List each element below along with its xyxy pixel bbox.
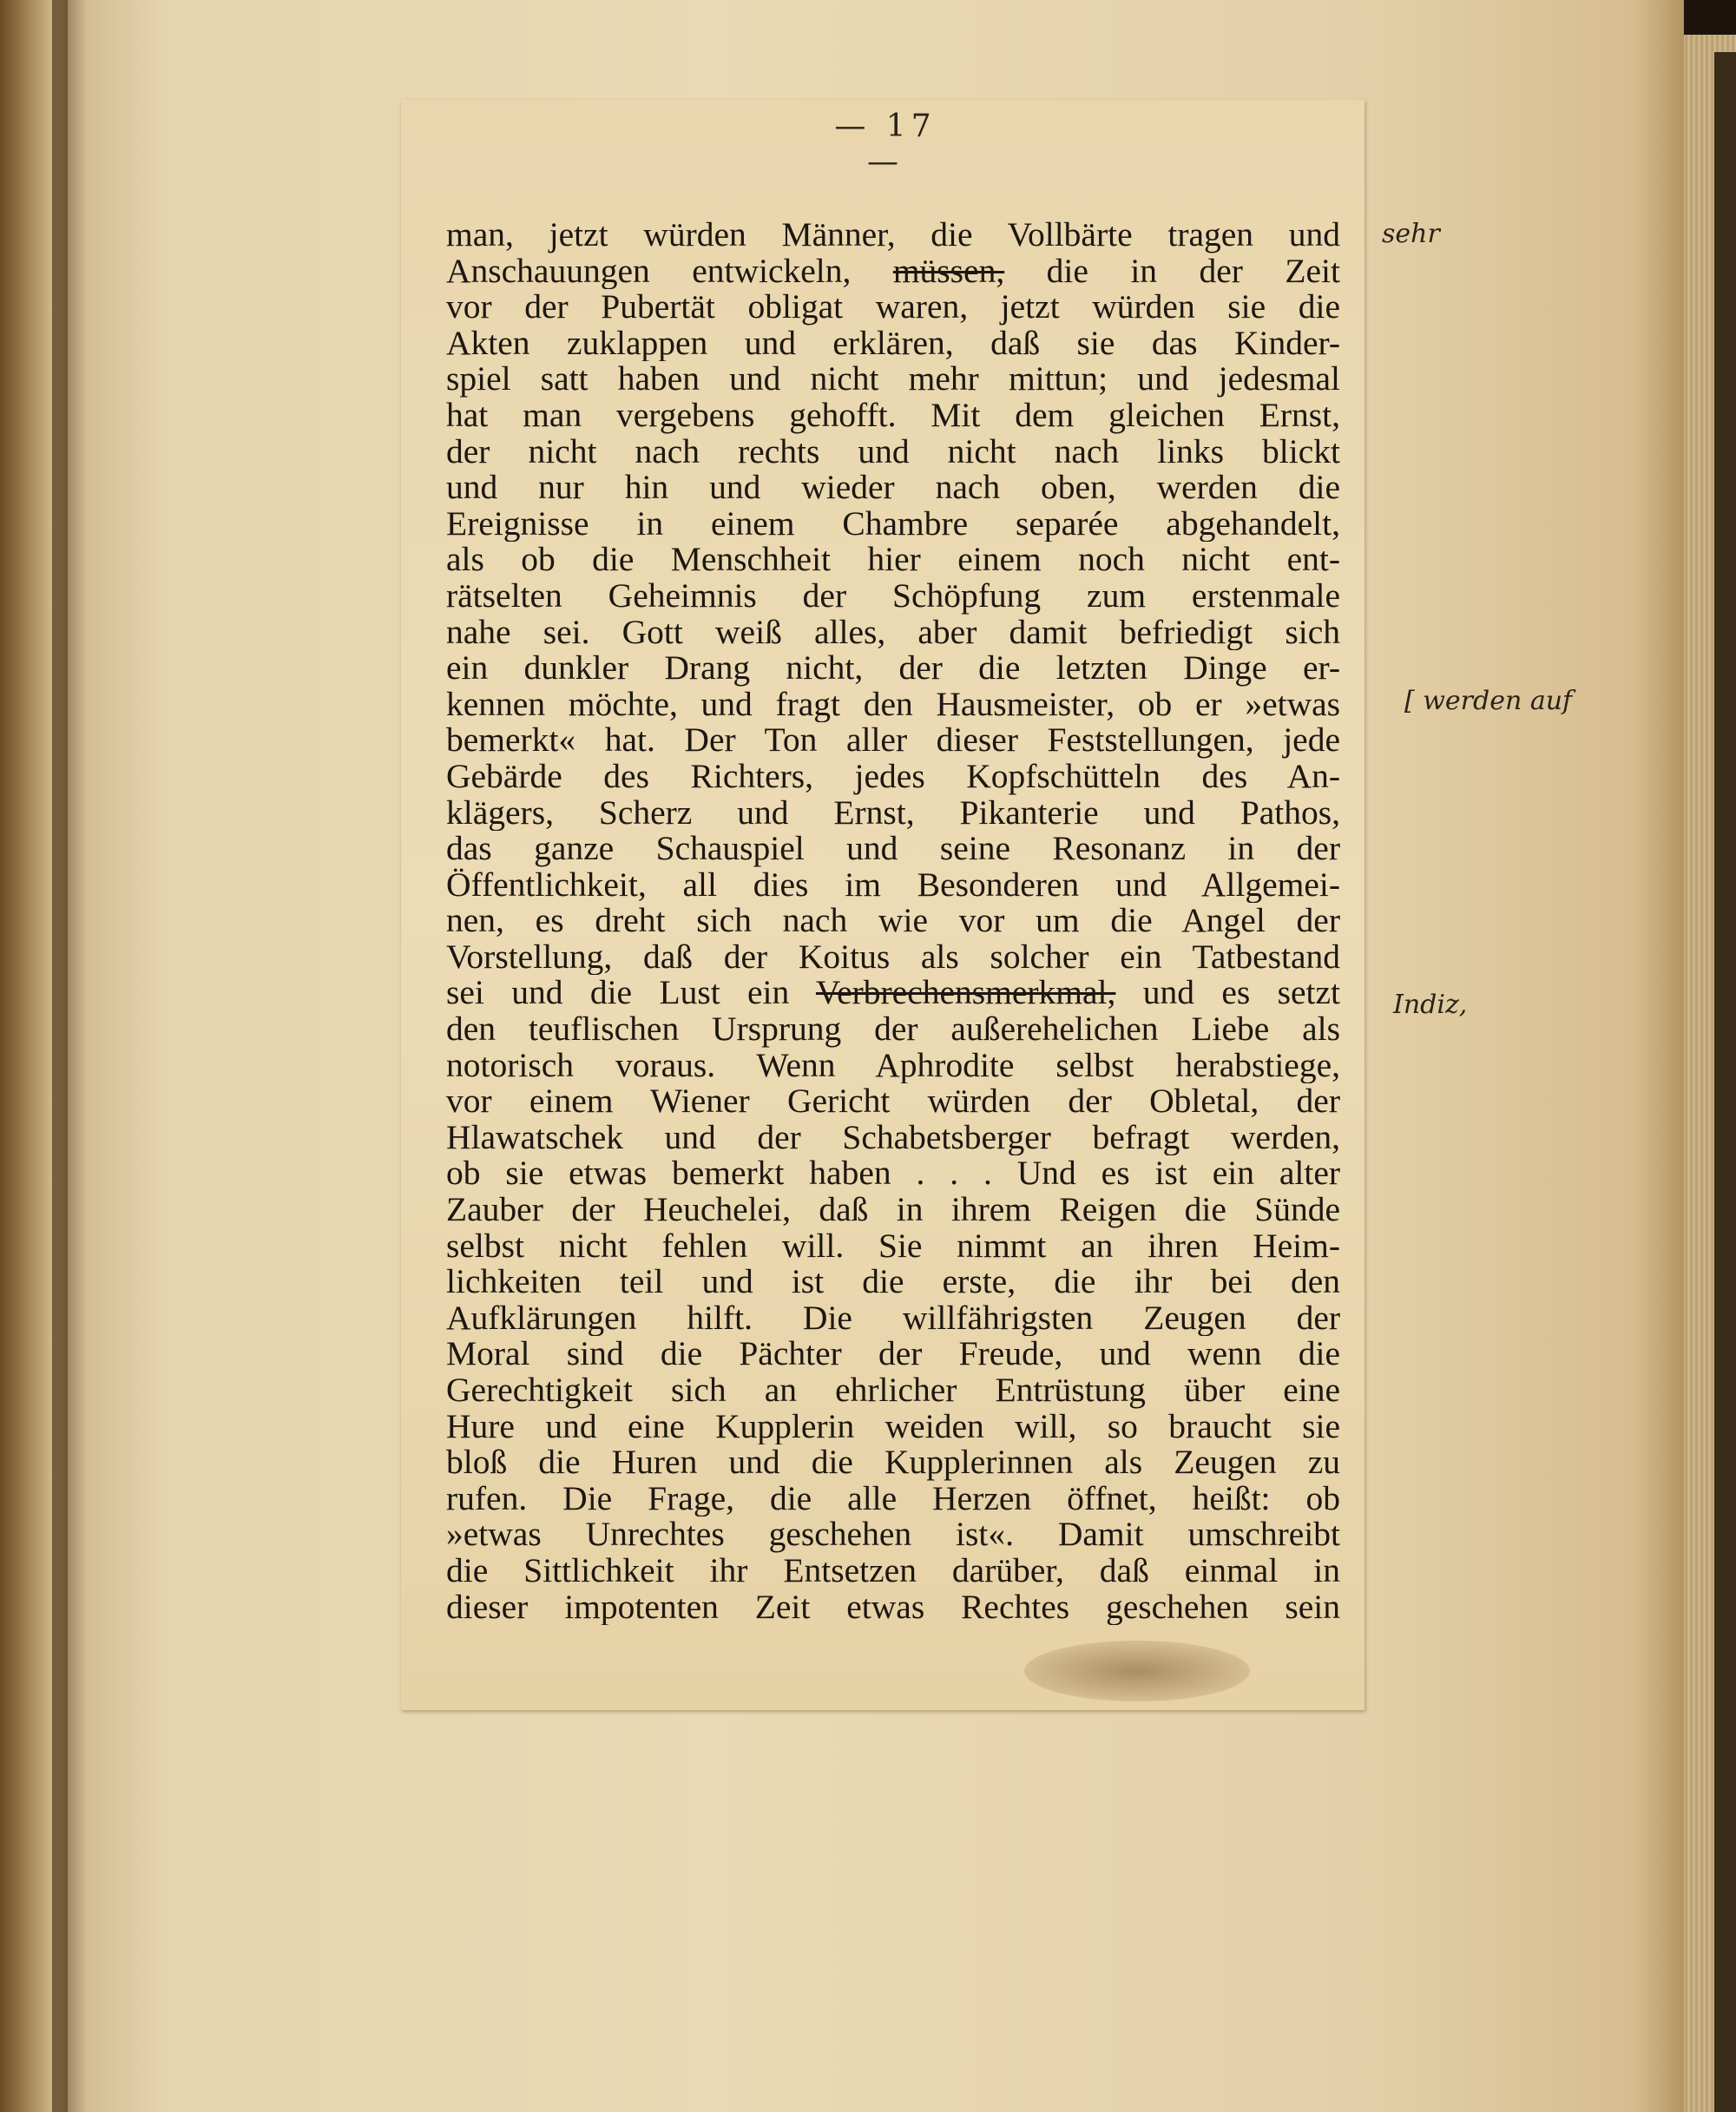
- struck-word: müssen,: [892, 253, 1005, 290]
- text-line: bloß die Huren und die Kupplerinnen als Zeugen zu: [446, 1444, 1340, 1481]
- text-line: Akten zuklappen und erklären, daß sie das Kinder-: [446, 325, 1340, 362]
- page-number: — 17 —: [834, 109, 937, 180]
- text-line: notorisch voraus. Wenn Aphrodite selbst herabstiege,: [446, 1047, 1340, 1084]
- text-line: lichkeiten teil und ist die erste, die ihr bei den: [446, 1264, 1340, 1300]
- text-line: Vorstellung, daß der Koitus als solcher ein Tatbestand: [446, 938, 1340, 976]
- text-line: man, jetzt würden Männer, die Vollbärte tragen und: [446, 217, 1340, 253]
- text-line: kennen möchte, und fragt den Hausmeister, ob er »etwas: [446, 686, 1340, 723]
- text-line: klägers, Scherz und Ernst, Pikanterie und Pathos,: [446, 794, 1340, 832]
- text-line: Hlawatschek und der Schabetsberger befragt werden,: [446, 1119, 1340, 1156]
- text-line: vor einem Wiener Gericht würden der Obletal, der: [446, 1083, 1340, 1120]
- text-line: rätselten Geheimnis der Schöpfung zum erstenmale: [446, 577, 1340, 615]
- text-line: die Sittlichkeit ihr Entsetzen darüber, daß einmal in: [446, 1552, 1340, 1589]
- text-line: ein dunkler Drang nicht, der die letzten Dinge er-: [446, 650, 1340, 687]
- text-line: selbst nicht fehlen will. Sie nimmt an ihren Heim-: [446, 1227, 1340, 1265]
- text-line: das ganze Schauspiel und seine Resonanz in der: [446, 831, 1340, 867]
- text-line: Moral sind die Pächter der Freude, und wenn die: [446, 1336, 1340, 1372]
- text-line: und nur hin und wieder nach oben, werden die: [446, 470, 1340, 506]
- text-line: vor der Pubertät obligat waren, jetzt würden sie die: [446, 289, 1340, 326]
- margin-note-1: sehr: [1382, 219, 1440, 249]
- text-line: Gerechtigkeit sich an ehrlicher Entrüstung über eine: [446, 1372, 1340, 1409]
- text-line: Gebärde des Richters, jedes Kopfschütteln des An-: [446, 758, 1340, 795]
- text-line: rufen. Die Frage, die alle Herzen öffnet, heißt: ob: [446, 1480, 1340, 1517]
- margin-note-3: Indiz,: [1393, 990, 1468, 1020]
- text-line: nahe sei. Gott weiß alles, aber damit befriedigt sich: [446, 614, 1340, 651]
- text-line: als ob die Menschheit hier einem noch nicht ent-: [446, 542, 1340, 578]
- text-line: Öffentlichkeit, all dies im Besonderen und Allgemei-: [446, 866, 1340, 904]
- text-line: hat man vergebens gehofft. Mit dem gleichen Ernst,: [446, 397, 1340, 434]
- book-cover-edge: [1714, 52, 1736, 2112]
- margin-note-2: [ werden auf: [1404, 686, 1573, 716]
- text-line: Aufklärungen hilft. Die willfährigsten Zeugen der: [446, 1299, 1340, 1337]
- struck-word: Verbrechensmerkmal,: [815, 975, 1116, 1012]
- body-text: [446, 217, 1340, 1625]
- text-line: der nicht nach rechts und nicht nach links blickt: [446, 433, 1340, 470]
- text-line: bemerkt« hat. Der Ton aller dieser Feststellungen, jede: [446, 722, 1340, 759]
- text-line: Zauber der Heuchelei, daß in ihrem Reigen die Sünde: [446, 1192, 1340, 1228]
- text-line: Anschauungen entwickeln, müssen, die in der Zeit: [446, 253, 1340, 290]
- glue-stain: [1024, 1641, 1250, 1701]
- text-line: ob sie etwas bemerkt haben . . . Und es ist ein alter: [446, 1155, 1340, 1193]
- text-line: den teuflischen Ursprung der außerehelichen Liebe als: [446, 1011, 1340, 1048]
- text-line: dieser impotenten Zeit etwas Rechtes geschehen sein: [446, 1589, 1340, 1626]
- text-line: Ereignisse in einem Chambre separée abgehandelt,: [446, 505, 1340, 543]
- text-line: nen, es dreht sich nach wie vor um die Angel der: [446, 903, 1340, 939]
- text-line: Hure und eine Kupplerin weiden will, so braucht sie: [446, 1408, 1340, 1445]
- spine-shadow: [52, 0, 87, 2112]
- text-line: »etwas Unrechtes geschehen ist«. Damit umschreibt: [446, 1517, 1340, 1553]
- text-line: sei und die Lust ein Verbrechensmerkmal, und es setzt: [446, 975, 1340, 1012]
- text-line: spiel satt haben und nicht mehr mittun; und jedesmal: [446, 361, 1340, 398]
